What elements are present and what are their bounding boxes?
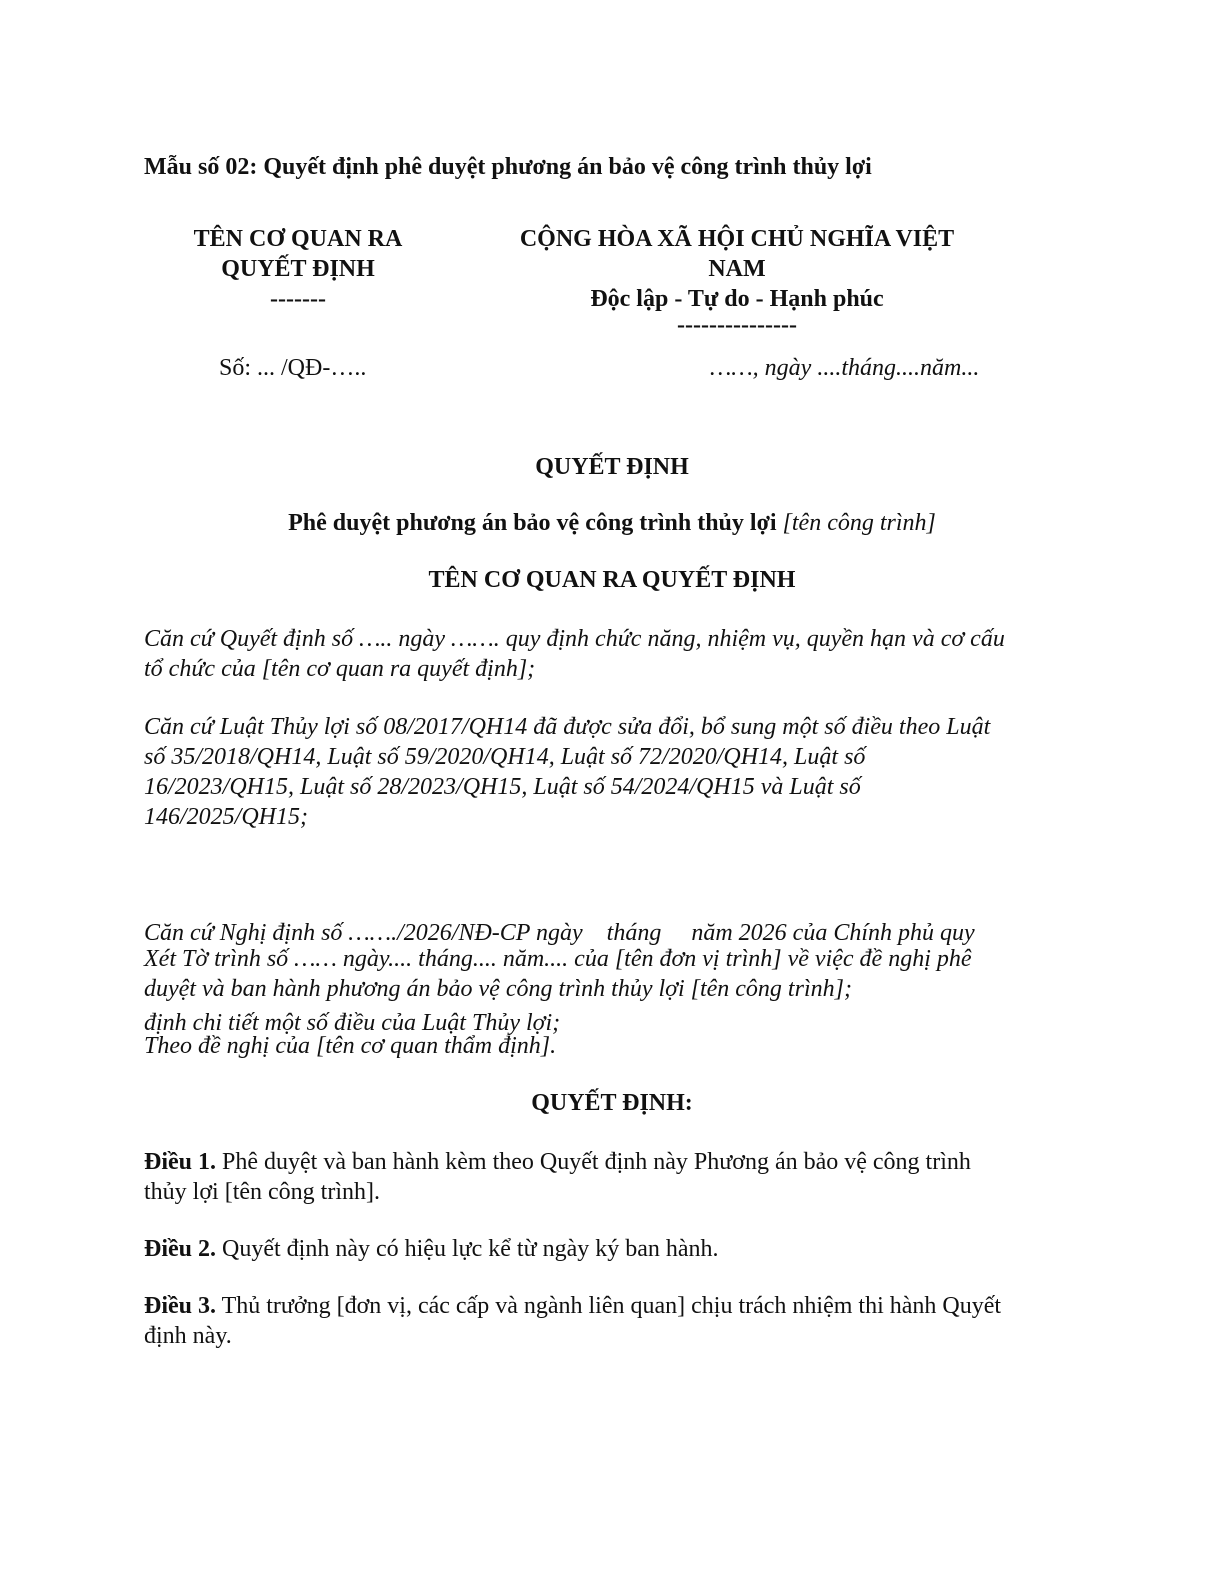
article-line: [144, 1291, 1084, 1321]
article-line: thủy lợi [tên công trình].: [144, 1179, 380, 1205]
basis-line: tổ chức của [tên cơ quan ra quyết định];: [144, 656, 536, 682]
basis-line: Căn cứ Nghị định số ……./2026/NĐ-CP ngày tháng năm 2026 của Chính phủ quy: [144, 920, 975, 946]
basis-line: 146/2025/QH15;: [144, 804, 308, 830]
basis-line: số 35/2018/QH14, Luật số 59/2020/QH14, Luật số 72/2020/QH14, Luật số: [144, 744, 866, 770]
article-label: Điều 2.: [144, 1236, 216, 1262]
agency-line: QUYẾT ĐỊNH: [221, 256, 375, 282]
basis-line: duyệt và ban hành phương án bảo vệ công trình thủy lợi [tên công trình];: [144, 976, 852, 1002]
agency-line: TÊN CƠ QUAN RA: [193, 226, 403, 252]
document-date: ……, ngày ....tháng....năm...: [710, 355, 980, 381]
article-text: Phê duyệt và ban hành kèm theo Quyết định này Phương án bảo vệ công trình: [216, 1149, 971, 1175]
article-line: [144, 1234, 1084, 1264]
country-line: NAM: [708, 256, 766, 282]
subtitle-placeholder: [tên công trình]: [782, 510, 936, 536]
basis-paragraph: [144, 712, 1084, 832]
decides-heading: QUYẾT ĐỊNH:: [531, 1090, 693, 1116]
article-text: Thủ trưởng [đơn vị, các cấp và ngành liên quan] chịu trách nhiệm thi hành Quyết: [216, 1293, 1002, 1319]
form-title: Mẫu số 02: Quyết định phê duyệt phương án bảo vệ công trình thủy lợi: [144, 154, 872, 180]
agency-header: [152, 224, 444, 314]
motto: Độc lập - Tự do - Hạnh phúc: [590, 286, 884, 312]
article-text: Quyết định này có hiệu lực kể từ ngày ký ban hành.: [216, 1236, 719, 1262]
article-label: Điều 3.: [144, 1293, 216, 1319]
basis-line: định chi tiết một số điều của Luật Thủy lợi;: [144, 1010, 561, 1036]
basis-paragraph: [144, 944, 1084, 1004]
issuing-authority: TÊN CƠ QUAN RA QUYẾT ĐỊNH: [428, 567, 796, 593]
basis-line: 16/2023/QH15, Luật số 28/2023/QH15, Luật số 54/2024/QH15 và Luật số: [144, 774, 861, 800]
basis-paragraph: [144, 1031, 1084, 1061]
article-line: [144, 1147, 1084, 1177]
basis-line: Xét Tờ trình số …… ngày.... tháng.... năm.... của [tên đơn vị trình] về việc đề nghị phê: [144, 946, 972, 972]
article-2: [144, 1234, 1084, 1264]
document-number: Số: ... /QĐ-…..: [219, 355, 367, 381]
article-3: [144, 1291, 1084, 1351]
basis-line: Theo đề nghị của [tên cơ quan thẩm định].: [144, 1033, 557, 1059]
article-1: [144, 1147, 1084, 1207]
decision-title: QUYẾT ĐỊNH: [535, 454, 689, 480]
agency-divider: -------: [270, 286, 326, 312]
decision-subtitle: [0, 510, 1224, 537]
country-line: CỘNG HÒA XÃ HỘI CHỦ NGHĨA VIỆT: [519, 226, 955, 252]
article-line: định này.: [144, 1323, 232, 1349]
basis-line: Căn cứ Luật Thủy lợi số 08/2017/QH14 đã được sửa đổi, bổ sung một số điều theo Luật: [144, 714, 991, 740]
article-label: Điều 1.: [144, 1149, 216, 1175]
basis-line: Căn cứ Quyết định số ….. ngày ……. quy định chức năng, nhiệm vụ, quyền hạn và cơ cấu: [144, 626, 1005, 652]
motto-divider: ---------------: [677, 312, 797, 338]
country-header: [462, 224, 1012, 336]
subtitle-text: Phê duyệt phương án bảo vệ công trình thủy lợi: [288, 510, 777, 536]
basis-paragraph: [144, 624, 1084, 684]
